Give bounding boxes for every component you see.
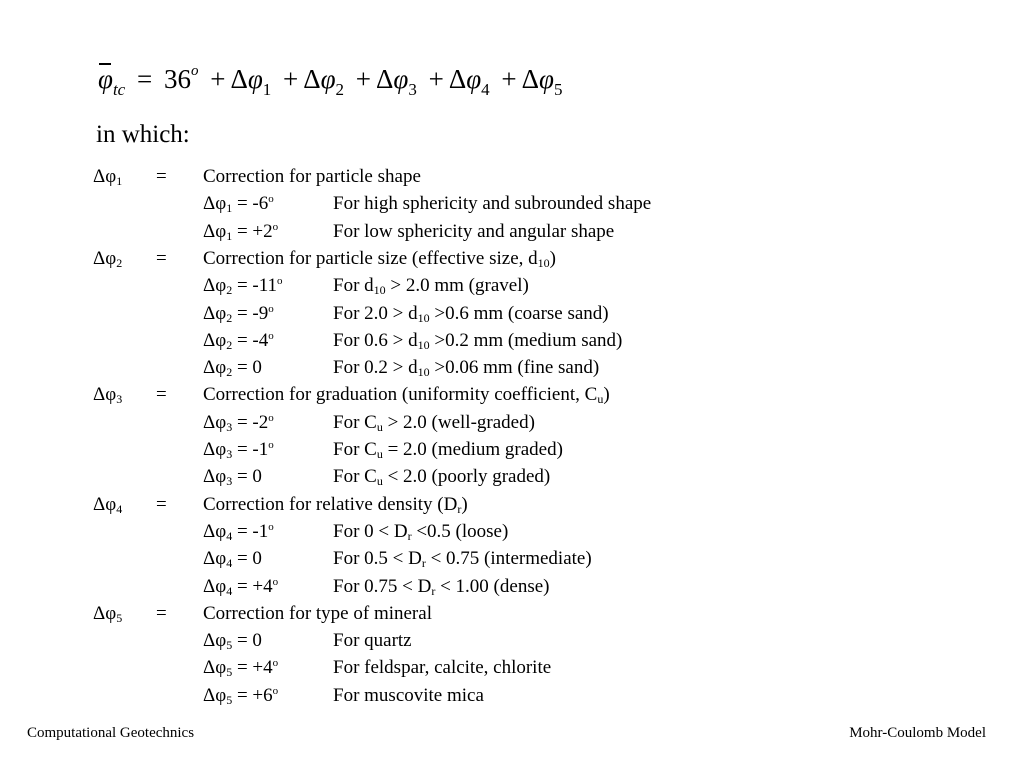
value-number: = -4	[232, 329, 269, 351]
description-text: Correction for particle shape	[203, 166, 421, 187]
condition-text	[333, 658, 551, 678]
formula-delta: Δ	[521, 64, 539, 94]
degree-mark: o	[272, 220, 279, 233]
delta-phi: Δφ	[203, 193, 227, 215]
symbol-subscript: 4	[116, 501, 123, 516]
degree-mark: o	[272, 684, 279, 697]
formula-plus: +	[428, 64, 444, 94]
formula-phi: φ	[320, 64, 336, 94]
condition-subscript: u	[376, 474, 383, 489]
formula-equals: =	[136, 64, 153, 94]
condition-subscript: r	[431, 583, 436, 598]
symbol-subscript: 5	[116, 610, 123, 625]
correction-value	[203, 631, 262, 651]
delta-phi: Δφ	[203, 520, 227, 542]
condition-suffix: = 2.0 (medium graded)	[382, 439, 563, 460]
condition-prefix: For muscovite mica	[333, 684, 484, 706]
symbol-subscript: 3	[116, 392, 123, 407]
delta-phi: Δφ	[203, 684, 227, 706]
condition-subscript: r	[407, 528, 412, 543]
value-subscript: 4	[226, 583, 233, 598]
value-number: = 0	[232, 357, 262, 379]
formula-term-index: 3	[408, 80, 417, 99]
condition-prefix: For d	[333, 275, 374, 297]
condition-text	[333, 413, 535, 433]
degree-mark: o	[268, 302, 274, 315]
condition-text	[333, 358, 599, 378]
condition-text	[333, 549, 592, 569]
correction-value	[203, 549, 262, 569]
value-number: = +2	[232, 220, 273, 242]
value-subscript: 2	[226, 310, 233, 325]
description-text: Correction for relative density (D	[203, 493, 458, 515]
delta-phi: Δφ	[203, 302, 227, 324]
correction-symbol	[93, 167, 122, 187]
value-subscript: 5	[226, 665, 233, 680]
value-subscript: 3	[226, 419, 233, 434]
value-subscript: 2	[226, 365, 233, 380]
condition-prefix: For C	[333, 466, 377, 488]
correction-value	[203, 522, 274, 542]
formula-term-index: 2	[335, 80, 345, 99]
condition-text	[333, 686, 484, 706]
value-number: = +4	[232, 657, 273, 679]
value-number: = -1	[232, 520, 269, 542]
formula-term-index: 5	[553, 80, 563, 99]
correction-value	[203, 194, 274, 214]
formula-phi: φ	[466, 64, 482, 94]
correction-description	[203, 604, 432, 624]
condition-subscript: 10	[417, 365, 430, 380]
correction-value	[203, 577, 278, 597]
degree-mark: o	[268, 439, 274, 451]
description-text: Correction for particle size (effective size, d	[203, 247, 538, 269]
condition-prefix: For high sphericity and subrounded shape	[333, 193, 652, 215]
value-subscript: 2	[226, 337, 233, 352]
delta-phi: Δφ	[203, 220, 227, 242]
condition-suffix: < 0.75 (intermediate)	[425, 548, 592, 570]
value-number: = 0	[232, 630, 262, 652]
condition-prefix: For 0.2 > d	[333, 357, 418, 379]
condition-subscript: 10	[417, 310, 430, 325]
formula-lhs-symbol: φ	[98, 64, 113, 94]
formula-lhs-subscript: tc	[112, 80, 126, 99]
delta-phi: Δφ	[203, 357, 227, 379]
condition-subscript: 10	[417, 337, 430, 352]
delta-phi: Δφ	[93, 602, 117, 624]
equals-sign: =	[156, 602, 167, 624]
formula-phi: φ	[539, 64, 554, 94]
degree-mark: o	[272, 575, 279, 588]
delta-phi: Δφ	[93, 166, 117, 187]
value-subscript: 3	[226, 447, 233, 461]
correction-value	[203, 413, 274, 433]
correction-description	[203, 385, 610, 405]
condition-suffix: < 2.0 (poorly graded)	[382, 466, 551, 488]
formula-delta: Δ	[448, 64, 467, 94]
description-subscript: 10	[537, 255, 550, 270]
condition-suffix: > 2.0 mm (gravel)	[385, 275, 529, 297]
equals-sign: =	[156, 493, 167, 515]
condition-text	[333, 440, 563, 460]
condition-suffix: > 2.0 (well-graded)	[382, 411, 535, 433]
condition-prefix: For C	[333, 411, 377, 433]
value-number: = 0	[232, 548, 262, 570]
correction-symbol	[93, 249, 122, 269]
description-subscript: u	[597, 392, 604, 407]
correction-symbol	[93, 385, 122, 405]
friction-angle-formula	[98, 64, 562, 98]
formula-plus: +	[283, 64, 299, 94]
symbol-subscript: 1	[116, 174, 123, 188]
value-subscript: 1	[226, 228, 233, 243]
formula-term-index: 4	[481, 80, 490, 99]
correction-value	[203, 304, 274, 324]
value-number: = -6	[232, 193, 269, 215]
correction-value	[203, 222, 278, 242]
condition-text	[333, 276, 529, 296]
delta-phi: Δφ	[93, 247, 117, 269]
condition-text	[333, 467, 550, 487]
description-suffix: )	[603, 384, 610, 406]
correction-symbol	[93, 495, 122, 515]
formula-delta: Δ	[376, 64, 394, 94]
value-number: = -2	[232, 411, 269, 433]
condition-text	[333, 522, 508, 542]
value-subscript: 4	[226, 528, 233, 543]
condition-prefix: For low sphericity and angular shape	[333, 220, 615, 242]
condition-text	[333, 577, 549, 597]
condition-suffix: <0.5 (loose)	[411, 520, 509, 542]
value-subscript: 2	[226, 283, 233, 298]
condition-suffix: < 1.00 (dense)	[435, 575, 550, 597]
condition-prefix: For C	[333, 439, 377, 460]
degree-mark: o	[268, 193, 274, 206]
delta-phi: Δφ	[203, 466, 227, 488]
formula-phi: φ	[247, 64, 263, 94]
condition-prefix: For 0.6 > d	[333, 329, 418, 351]
delta-phi: Δφ	[203, 411, 227, 433]
condition-subscript: u	[376, 447, 383, 461]
formula-degree-mark: o	[190, 63, 199, 79]
correction-value	[203, 658, 278, 678]
delta-phi: Δφ	[203, 548, 227, 570]
degree-mark: o	[268, 411, 274, 424]
correction-value	[203, 440, 274, 460]
equals-sign: =	[156, 166, 167, 187]
condition-text	[333, 304, 609, 324]
correction-value	[203, 358, 262, 378]
correction-value	[203, 467, 262, 487]
correction-value	[203, 686, 278, 706]
equals-sign: =	[156, 247, 167, 269]
description-text: Correction for graduation (uniformity coefficient, C	[203, 384, 598, 406]
degree-mark: o	[272, 657, 279, 670]
value-number: = -9	[232, 302, 269, 324]
correction-description	[203, 495, 468, 515]
condition-text	[333, 194, 651, 214]
formula-delta: Δ	[303, 64, 321, 94]
condition-prefix: For quartz	[333, 630, 412, 652]
value-subscript: 4	[226, 556, 233, 571]
correction-description	[203, 167, 421, 187]
footer-left: Computational Geotechnics	[27, 725, 195, 741]
delta-phi: Δφ	[93, 384, 117, 406]
description-subscript: r	[457, 501, 462, 516]
equals-sign: =	[156, 384, 167, 406]
value-number: = +4	[232, 575, 273, 597]
delta-phi: Δφ	[203, 329, 227, 351]
formula-plus: +	[210, 64, 226, 94]
formula-base-value: 36	[163, 64, 191, 94]
condition-prefix: For 2.0 > d	[333, 302, 418, 324]
formula-plus: +	[355, 64, 372, 94]
correction-value	[203, 276, 283, 296]
formula-term-index: 1	[262, 80, 272, 99]
delta-phi: Δφ	[203, 657, 227, 679]
degree-mark: o	[268, 329, 274, 342]
delta-phi: Δφ	[203, 439, 227, 460]
condition-suffix: >0.2 mm (medium sand)	[429, 329, 623, 351]
value-number: = +6	[232, 684, 273, 706]
condition-subscript: r	[421, 556, 426, 571]
degree-mark: o	[268, 520, 274, 533]
value-number: = -1	[232, 439, 269, 460]
condition-prefix: For 0.5 < D	[333, 548, 422, 570]
correction-value	[203, 331, 274, 351]
value-subscript: 3	[226, 474, 233, 489]
correction-symbol	[93, 604, 122, 624]
footer-right: Mohr-Coulomb Model	[849, 725, 986, 741]
condition-prefix: For 0 < D	[333, 520, 408, 542]
degree-mark: o	[277, 275, 283, 288]
value-subscript: 5	[226, 692, 233, 707]
condition-text	[333, 222, 614, 242]
value-number: = 0	[232, 466, 262, 488]
condition-prefix: For feldspar, calcite, chlorite	[333, 657, 552, 679]
value-number: = -11	[232, 275, 278, 297]
condition-text	[333, 631, 412, 651]
description-suffix: )	[549, 247, 556, 269]
formula-plus: +	[501, 64, 517, 94]
delta-phi: Δφ	[93, 493, 117, 515]
value-subscript: 5	[226, 638, 233, 653]
description-suffix: )	[461, 493, 468, 515]
correction-description	[203, 249, 556, 269]
formula-delta: Δ	[230, 64, 248, 94]
condition-suffix: >0.6 mm (coarse sand)	[429, 302, 609, 324]
value-subscript: 1	[226, 201, 233, 216]
symbol-subscript: 2	[116, 255, 123, 270]
description-text: Correction for type of mineral	[203, 602, 432, 624]
condition-subscript: u	[376, 419, 383, 434]
lead-text: in which:	[96, 121, 190, 148]
condition-subscript: 10	[373, 283, 386, 298]
delta-phi: Δφ	[203, 275, 227, 297]
delta-phi: Δφ	[203, 630, 227, 652]
formula-phi: φ	[393, 64, 409, 94]
condition-suffix: >0.06 mm (fine sand)	[429, 357, 600, 379]
delta-phi: Δφ	[203, 575, 227, 597]
condition-prefix: For 0.75 < D	[333, 575, 432, 597]
condition-text	[333, 331, 622, 351]
